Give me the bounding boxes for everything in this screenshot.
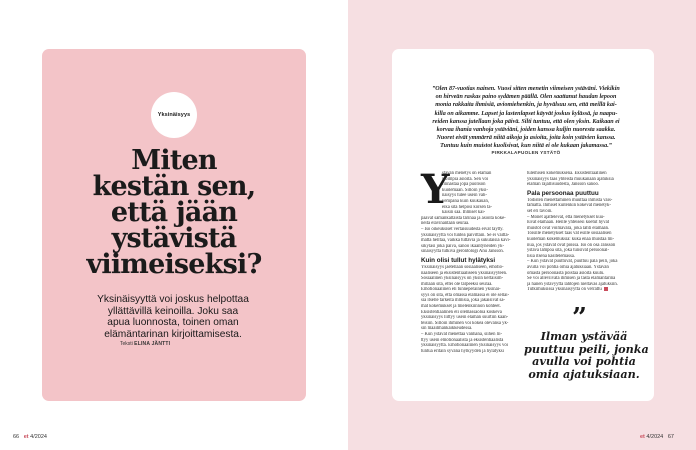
body-line: – Iso oikeuksiset vertaisuudesta eivät täytty. [421,226,504,232]
body-line: sia itselle tärkeitä ihmisiä, joka jakaisivat sa- [421,298,505,304]
headline-line: että jään [110,197,238,228]
pull-quote-line: puuttuu peili, jonka [524,341,649,356]
section-badge [151,92,197,138]
issue-number: 4/2024 [646,434,664,440]
magazine-logo: et [640,434,645,440]
body-line: ystävä lämpöä sitä, joka tunsivat persoonal- [527,248,610,254]
body-line: kuolemaan. Silloin yksi- [442,187,488,193]
magazine-logo: et [23,434,29,440]
body-line: luvat elämään. Heille yhteisesi koetut hyvät [527,220,610,226]
body-line: yksinäisyys taas yhteistä muukanaan ajatuksia [527,176,614,182]
body-line: vempana kuin kuukauan, [442,198,489,204]
body-line: mat kokemukset ja mielenkiinnon kohteet. [421,304,501,310]
body-line: rinnastaa jopa puolison [442,182,486,188]
issue-number: 4/2024 [30,434,47,440]
body-line: Eksistentiaalinen eli olemassaoloa koskeva [421,309,502,315]
body-line: set eri tavoin. [527,208,553,214]
headline-line: ystävistä [111,223,237,254]
quote-line: on hirveän raskas paino sydämen päällä. Olen saattanut haudan lepoon [435,94,617,101]
body-line: neita elävinantaan seuraa. [421,221,470,227]
lead-line: Yksinäisyyttä voi joskus helpottaa [97,294,249,305]
article-lead [73,294,273,340]
body-line: lisia itsenä käsitelemässä. [527,253,576,259]
body-line: stävän menetys on elämän [442,171,492,176]
pull-quote-line: Ilman ystävää [540,329,628,343]
body-line: yksinäisyyttä. Emotionaalinen yksinäisyys voi [421,343,508,349]
byline-author: ELINA JÄNTTI [134,341,171,347]
left-folio [13,434,47,440]
article-headline [60,145,288,280]
quote-source: PIRKKALAPUOLEN YSTÄTÖ [491,150,561,155]
body-line: isoimpia asioita. Sen voi [442,176,489,182]
headline-line: kestän sen, [92,171,256,202]
lead-line: apua luonnosta, toinen oman [107,317,239,328]
body-line-text: Tutkimuksissa yksinäisyyttä on verrattu [527,287,602,293]
body-line: Emotionaalinen eli tunneperäinen yksinäi- [421,287,501,293]
lead-line: elämäntarinan kirjoittamisesta. [104,328,242,340]
body-line: teisiin. Silloin ihminen voi kokea olevansa yk- [421,320,509,326]
body-line: – Monet ajattelevat, että menetykset kuu- [527,214,605,220]
byline-label: Teksti [120,341,133,347]
body-line: ttyy usein emotionaalista ja eksistentiaalista [421,337,504,343]
body-line: Yksinäisyys jaetellaan sosiaaliseen, emotio- [421,264,504,270]
body-line: eikä sitä helposi korsen ta- [442,204,492,210]
body-line: naaliseen ja eksistentiaaliseen yksinäisyyteen. [421,270,508,276]
body-line: näisyys tulee usein vah- [442,193,487,199]
body-line: muistot ovat voimavara, joka lähti elämään. [527,225,610,231]
body-line: Se voi alleviivata ihmisen ja tästä elämäntarina [527,276,616,282]
quote-line: killa on aikamme. Lapset ja lastenlapset käyvät joskus kylässä, ja naapu- [434,110,618,117]
continue-marker-icon [604,287,608,291]
body-line: paavat samankaltaista tarinaa ja asioita koke- [421,215,506,221]
body-line: tämättä. Ihmiset kuitenkin kokevat menetyk- [527,203,611,209]
body-line: tulemisen kokemuksena. Eksistentiaalinen [527,171,607,176]
quote-line: korvaa ihania vanhoja ystäviäni, joiden kanssa kuljin nuoresta saakka. [436,127,616,134]
pull-quote [524,329,649,381]
quotation-mark-icon: ” [572,303,587,333]
body-line: elämän rajallisuudesta, Jansson sanoo. [527,182,599,188]
body-line: sikyläsi joka päivä, sanoo ikääntyneiden yk- [421,243,505,249]
body-column-1 [421,166,521,354]
quote-line: Nuoret eivät ymmärrä niitä aikoja ja asioita, joita koin ystävien kanssa. [436,135,616,142]
body-column-2 [527,171,631,293]
drop-cap: Y [421,166,450,213]
byline [120,341,170,347]
headline-line: Miten [131,145,217,176]
pull-quote-line: omia ajatuksiaan. [528,366,640,381]
reader-quote [419,85,633,151]
quote-line: reiden kanssa jutellaan joka päivä. Silti tuntuu, että olen yksin. Kaikaan ei [432,118,620,125]
body-line: Toisille menetykset taas vat esille sosiaalisen [527,231,612,237]
body-line: – Kun ystävät menettää vanhana, siihen lii- [421,332,503,338]
body-line: yksinäisyys liittyy usein elämän suurtiin kään- [421,315,509,321]
body-line: sin maailmankaikkeudessa. [421,326,473,332]
body-line: tuntua eritäin syvänä hylkyyden ja hylätyksi [421,348,504,354]
body-line: kaisin saa. Ihmiset kai- [442,210,486,216]
quote-line: monia rakkaita ihmisiä, aviomiehenkin, ja hyvälsuu sen, että meillä kai- [435,102,617,109]
pull-quote-line: avulla voi pohtia [532,354,636,369]
body-line: nua, jos ystävät ovat poissa. Iso on osa Jansson [527,242,616,248]
page-number: 67 [667,434,674,440]
quote-line: ”Olen 87-vuotias nainen. Vuosi sitten menetin viimeisen ystäväni. Viekikin [432,86,620,92]
subheading: Pala persoonaa puuttuu [527,189,599,197]
section-tag: Yksinäisyys [157,112,191,118]
body-line: millaan sitä, ettei ole tarpeeksi seuraa. [421,281,493,287]
body-line: avulla voi pohtia omia ajatuksiaan. Ystävän [527,264,609,270]
subheading: Kuin olisi tullut hylätyksi [421,256,496,264]
page-number: 66 [13,434,20,440]
body-line: sinäisyyttä tutkiva gerontologi Anu Jansson. [421,249,504,255]
body-line: omasta persoonasta poistaa asioita kuulu. [527,270,605,276]
body-line: kuoleman kokemuksia: kuka enää muistaa mi- [527,236,615,242]
quote-line: Tuntuu kuin muistot kuolisivat, kun niitä ei ole kukaan jakamassa.” [440,143,612,150]
body-line: Sosiaalinen yksinäisyys on yksin kertaisim- [421,276,504,282]
body-line: mättä helltää, vaikka tuttavia ja sukulaisia kävi- [421,238,511,244]
body-line [527,287,631,293]
right-folio [640,434,674,440]
body-line: – Kun ystävät puuttuvat, puuttuu pala peili, joka [527,259,618,265]
headline-line: viimeiseksi? [86,249,262,280]
body-line: syys on sitä, että omassa elämässä ei ole sellai- [421,292,510,298]
body-line: Todisten menettäminen muuttaa ihmistä väis- [527,197,613,203]
body-line: yksinäisyyttä voi tuntea päivittäin. Se ei väittä- [421,232,510,238]
body-line: ja hänen ystävyyttä lähtöjen nieltäväs ajatuksiin. [527,281,618,287]
lead-line: yllättävillä keinoilla. Joku saa [107,305,239,317]
